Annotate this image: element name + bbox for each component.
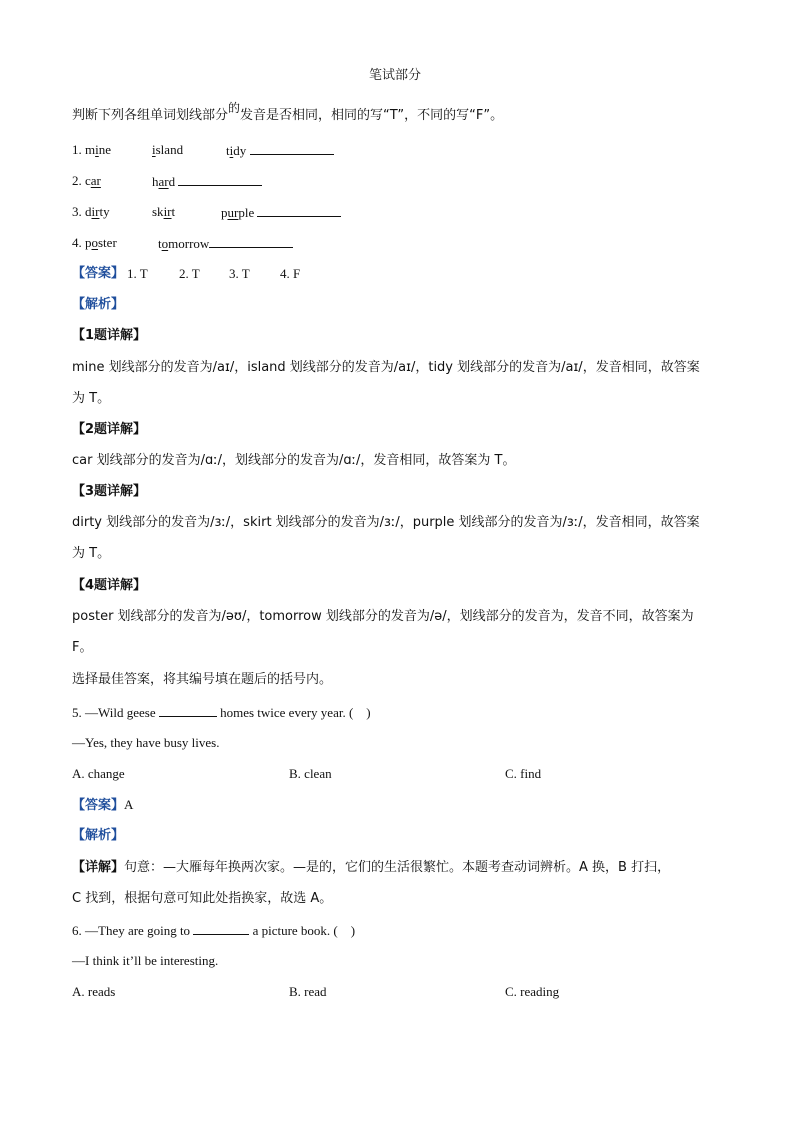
q6-stem-a: 6. —They are going to	[72, 923, 191, 938]
detail-2-line-1: car 划线部分的发音为/ɑː/，划线部分的发音为/ɑː/，发音相同，故答案为 T。	[72, 453, 516, 468]
instruction-sup: 的	[228, 101, 241, 115]
answer-1: 1. T	[127, 266, 148, 281]
q6-stem-b: a picture book. ( )	[252, 923, 356, 938]
q6-option-a[interactable]: A. reads	[72, 984, 116, 999]
question-2	[72, 172, 101, 190]
detail-2-label: 【2题详解】	[72, 422, 147, 437]
page-title: 笔试部分	[369, 68, 422, 83]
q6-option-b[interactable]: B. read	[289, 984, 327, 999]
instruction-part-b: 发音是否相同，相同的写“T”，不同的写“F”。	[240, 108, 504, 123]
q4-answer-blank[interactable]	[209, 234, 293, 248]
q5-answer: A	[124, 797, 134, 812]
detail-3-label: 【3题详解】	[72, 484, 147, 499]
q5-answer-label: 【答案】	[72, 798, 125, 813]
detail-3-line-2: 为 T。	[72, 546, 111, 561]
question-5-line-1	[72, 703, 371, 722]
q2-word-car: car	[85, 173, 101, 188]
q6-option-c[interactable]: C. reading	[505, 984, 560, 999]
q4-number: 4.	[72, 235, 82, 250]
q4-word-tomorrow: tomorrow	[158, 234, 293, 253]
answer-row	[72, 265, 124, 283]
detail-4-line-1: poster 划线部分的发音为/əʊ/，tomorrow 划线部分的发音为/ə/，划线部分的发音为，发音不同，故答案为	[72, 609, 694, 624]
question-1	[72, 141, 111, 159]
q3-number: 3.	[72, 204, 82, 219]
q3-word-skirt: skirt	[152, 204, 176, 219]
q5-option-c[interactable]: C. find	[505, 766, 542, 781]
q5-stem-b: homes twice every year. ( )	[220, 705, 371, 720]
q3-word-purple: purple	[221, 203, 341, 222]
question-5-line-2: —Yes, they have busy lives.	[72, 735, 220, 750]
answer-3: 3. T	[229, 266, 250, 281]
q5-option-b[interactable]: B. clean	[289, 766, 332, 781]
q3-answer-blank[interactable]	[257, 203, 341, 217]
question-6-line-2: —I think it’ll be interesting.	[72, 953, 219, 968]
q1-word-mine: mine	[85, 142, 112, 157]
detail-1-line-2: 为 T。	[72, 391, 111, 406]
q5-detail-label: 【详解】	[72, 860, 125, 875]
q5-analysis-label: 【解析】	[72, 828, 125, 843]
detail-1-line-1: mine 划线部分的发音为/aɪ/，island 划线部分的发音为/aɪ/，tidy 划线部分的发音为/aɪ/，发音相同，故答案	[72, 360, 700, 375]
q5-stem-a: 5. —Wild geese	[72, 705, 156, 720]
q5-answer-row	[72, 796, 133, 815]
detail-1-label: 【1题详解】	[72, 328, 147, 343]
q5-blank[interactable]	[159, 703, 217, 717]
section2-instruction: 选择最佳答案，将其编号填在题后的括号内。	[72, 672, 333, 687]
q1-answer-blank[interactable]	[250, 141, 334, 155]
instruction-part-a: 判断下列各组单词划线部分	[72, 108, 229, 123]
q4-word-poster: poster	[85, 235, 117, 250]
q5-detail-line-2: C 找到，根据句意可知此处指换家，故选 A。	[72, 891, 333, 906]
q1-word-island: island	[152, 142, 184, 157]
q2-answer-blank[interactable]	[178, 172, 262, 186]
q3-word-dirty: dirty	[85, 204, 110, 219]
q6-blank[interactable]	[193, 921, 249, 935]
q5-detail-text-1: 句意：—大雁每年换两次家。—是的，它们的生活很繁忙。本题考查动词辨析。A 换，B 打扫，	[124, 860, 671, 875]
question-3	[72, 203, 110, 221]
q1-word-tidy: tidy	[226, 141, 334, 160]
q2-number: 2.	[72, 173, 82, 188]
analysis-label: 【解析】	[72, 297, 125, 312]
question-4	[72, 234, 117, 252]
detail-4-line-2: F。	[72, 640, 93, 655]
detail-3-line-1: dirty 划线部分的发音为/ɜː/，skirt 划线部分的发音为/ɜː/，purple 划线部分的发音为/ɜː/，发音相同，故答案	[72, 515, 700, 530]
answer-4: 4. F	[280, 266, 301, 281]
q1-number: 1.	[72, 142, 82, 157]
q5-option-a[interactable]: A. change	[72, 766, 125, 781]
question-6-line-1	[72, 921, 355, 940]
detail-4-label: 【4题详解】	[72, 578, 147, 593]
q2-word-hard: hard	[152, 172, 262, 191]
section1-instruction	[72, 101, 504, 125]
q5-detail-line-1	[72, 859, 670, 877]
answer-label: 【答案】	[72, 266, 125, 281]
answer-2: 2. T	[179, 266, 200, 281]
